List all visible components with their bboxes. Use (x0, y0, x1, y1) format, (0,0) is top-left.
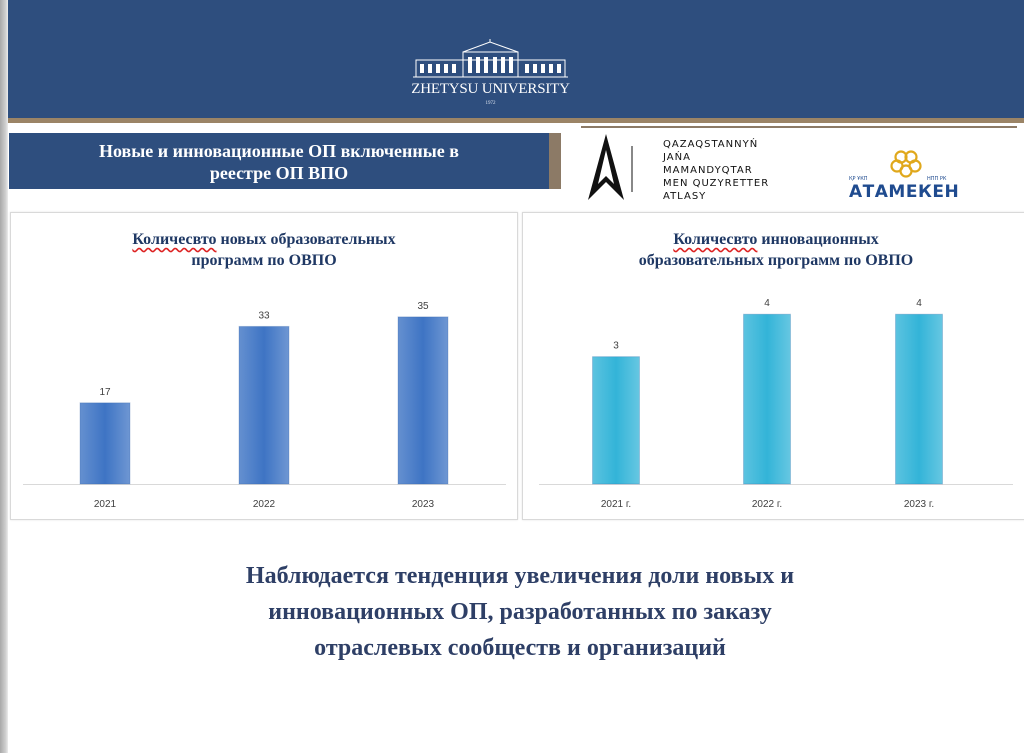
data-label: 3 (613, 340, 619, 352)
slide-title-line2: реестре ОП ВПО (209, 163, 349, 183)
atlas-logo-text (663, 138, 769, 203)
x-tick-label: 2021 (93, 499, 117, 510)
header-divider (8, 118, 1024, 123)
atameken-left-caption: ҚР ҰКП (849, 176, 868, 182)
slide-title-line1: Новые и инновационные ОП включенные в (98, 141, 459, 161)
atlas-line: MAMANDYQTAR (663, 165, 753, 176)
data-label: 4 (764, 298, 770, 310)
chart-innovative-programs (523, 213, 1024, 519)
slide-title-box (9, 133, 561, 189)
atlas-line: JAŃA (663, 152, 691, 163)
chart-panel-innovative-programs (522, 212, 1024, 520)
atameken-right-caption: НПП РК (927, 176, 947, 182)
atlas-line: QAZAQSTANNYŃ (663, 139, 759, 150)
atlas-line: MEN QUZYRETTER (663, 178, 770, 189)
x-tick-label: 2023 (411, 499, 435, 510)
bar-2023 (398, 317, 448, 484)
chart-title-word: Количесвто (132, 231, 217, 248)
university-logo (408, 38, 573, 110)
atameken-emblem-icon (889, 149, 923, 179)
conclusion-text (100, 558, 940, 666)
atameken-logo-text: АТАМЕКЕН (849, 182, 960, 202)
chart-title-line2: образовательных программ по ОВПО (638, 252, 914, 269)
bar-2023 г. (896, 314, 943, 484)
bar-2022 г. (744, 314, 791, 484)
chart-panel-new-programs (10, 212, 518, 520)
university-name: ZHETYSU UNIVERSITY (411, 81, 570, 97)
left-edge-bar (0, 0, 8, 753)
bar-2021 (80, 403, 130, 484)
university-year: 1972 (485, 101, 496, 106)
chart-title-line2: программ по ОВПО (191, 252, 337, 269)
atlas-line: ATLASY (663, 191, 707, 202)
atlas-logo-icon (584, 132, 644, 208)
chart-title-rest: инновационных (757, 231, 879, 248)
data-label: 35 (417, 300, 429, 312)
bar-2021 г. (593, 357, 640, 484)
bar-2022 (239, 326, 289, 484)
partner-logos (581, 126, 1017, 208)
data-label: 4 (916, 298, 922, 310)
x-tick-label: 2021 г. (600, 499, 632, 510)
x-tick-label: 2022 г. (751, 499, 783, 510)
slide-title (9, 140, 549, 184)
conclusion-line2: инновационных ОП, разработанных по заказу (268, 599, 772, 625)
conclusion-line1: Наблюдается тенденция увеличения доли новых и (245, 563, 795, 589)
header-banner (8, 0, 1024, 118)
x-tick-label: 2022 (252, 499, 276, 510)
data-label: 17 (99, 386, 111, 398)
chart-title-word: Количесвто (673, 231, 758, 248)
data-label: 33 (258, 310, 270, 322)
conclusion-line3: отраслевых сообществ и организаций (314, 635, 726, 661)
x-tick-label: 2023 г. (903, 499, 935, 510)
building-icon (408, 38, 573, 80)
chart-new-programs (11, 213, 517, 519)
chart-title-rest: новых образовательных (216, 231, 396, 248)
